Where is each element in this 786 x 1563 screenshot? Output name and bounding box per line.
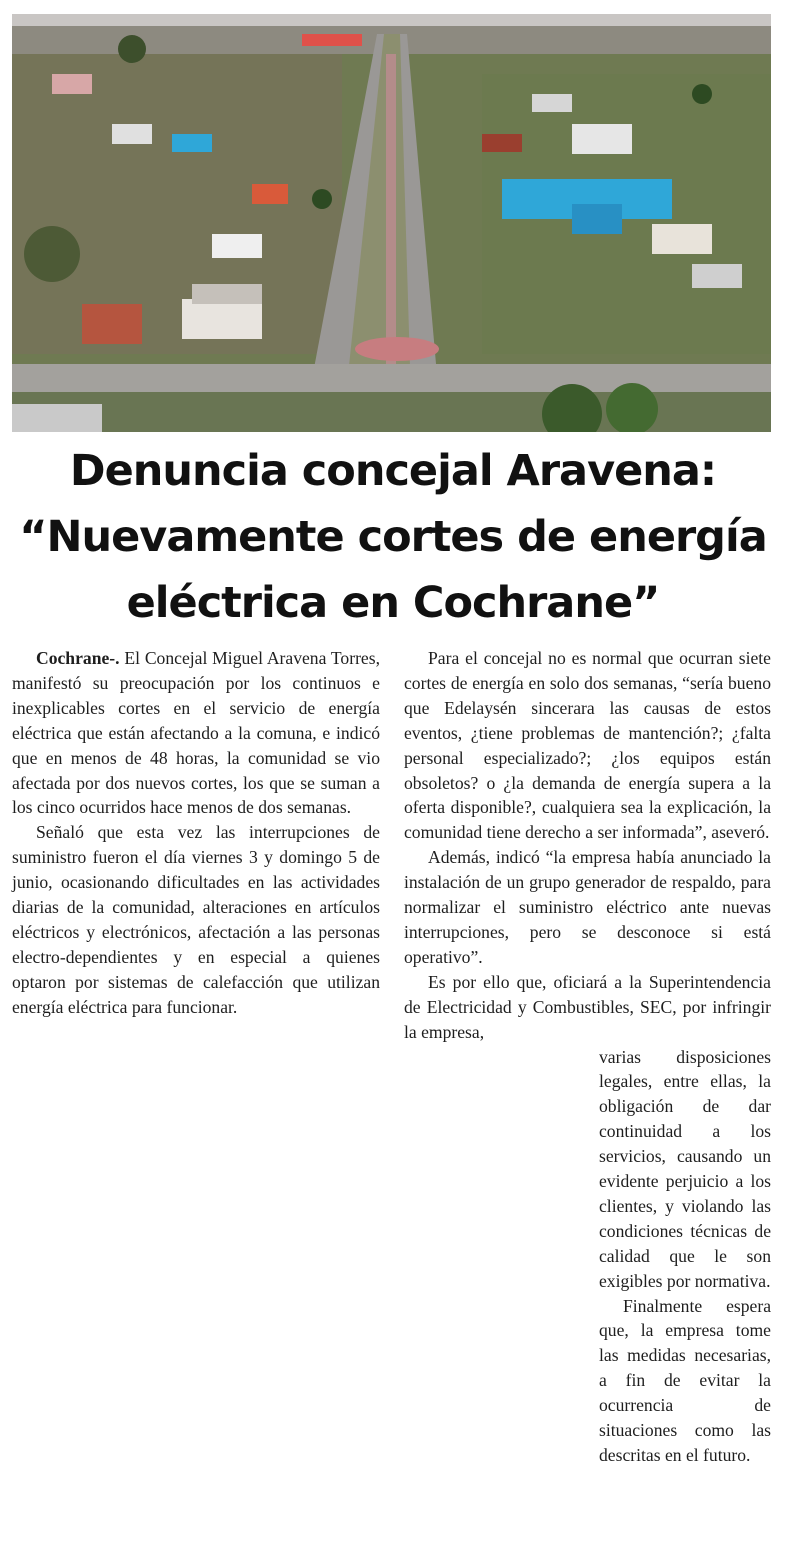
paragraph-text: El Concejal Miguel Aravena Torres, manifestó su preocupación por los continuos e inexplicables cortes en el servicio de energía eléctrica que están afectando a la comuna, e indicó que en menos de 48 horas, la comunidad se vio afectada por dos nuevos cortes, los que se suman a los cinco ocurridos hace menos de dos semanas.: [12, 648, 380, 818]
aerial-town-photo: [12, 14, 771, 432]
paragraph: Además, indicó “la empresa había anunciado la instalación de un grupo generador de respaldo, para normalizar el suministro eléctrico ante nuevas interrupciones, pero se desconoce si está operativo”.: [404, 847, 771, 967]
article-column-right: [404, 646, 771, 1468]
dateline: Cochrane-.: [36, 648, 120, 668]
article-column-left: [12, 646, 380, 1020]
headline-line-1: Denuncia concejal Aravena:: [69, 446, 717, 496]
headline-line-2: “Nuevamente cortes de energía: [19, 512, 767, 562]
paragraph: [12, 646, 380, 820]
paragraph: Señaló que esta vez las interrupciones de suministro fueron el día viernes 3 y domingo 5 de junio, ocasionando dificultades en las actividades diarias de la comunidad, alteraciones en artículos eléctricos y electrónicos, afectación a las personas electro-dependientes y en especial a quienes optaron por sistemas de calefacción que utilizan energía eléctrica para funcionar.: [12, 822, 380, 1017]
headline: [0, 438, 786, 636]
headline-line-3: eléctrica en Cochrane”: [126, 578, 660, 628]
paragraph: Para el concejal no es normal que ocurran siete cortes de energía en solo dos semanas, “sería bueno que Edelaysén sincerara las causas de estos eventos, ¿tiene problemas de mantención?; ¿falta personal especializado?; ¿los equipos están obsoletos? o ¿la demanda de energía supera a la oferta disponible?, cualquiera sea la explicación, la comunidad tiene derecho a ser informada”, aseveró.: [404, 648, 771, 843]
narrow-text-block: [599, 1045, 771, 1468]
paragraph: Finalmente espera que, la empresa tome las medidas necesarias, a fin de evitar la ocurrencia de situaciones como las descritas en el futuro.: [599, 1295, 771, 1465]
paragraph: varias disposiciones legales, entre ellas, la obligación de dar continuidad a los servicios, causando un evidente perjuicio a los clientes, y violando las condiciones técnicas de calidad que le son exigibles por normativa.: [599, 1046, 771, 1291]
paragraph: Es por ello que, oficiará a la Superintendencia de Electricidad y Combustibles, SEC, por infringir la empresa,: [404, 971, 771, 1042]
